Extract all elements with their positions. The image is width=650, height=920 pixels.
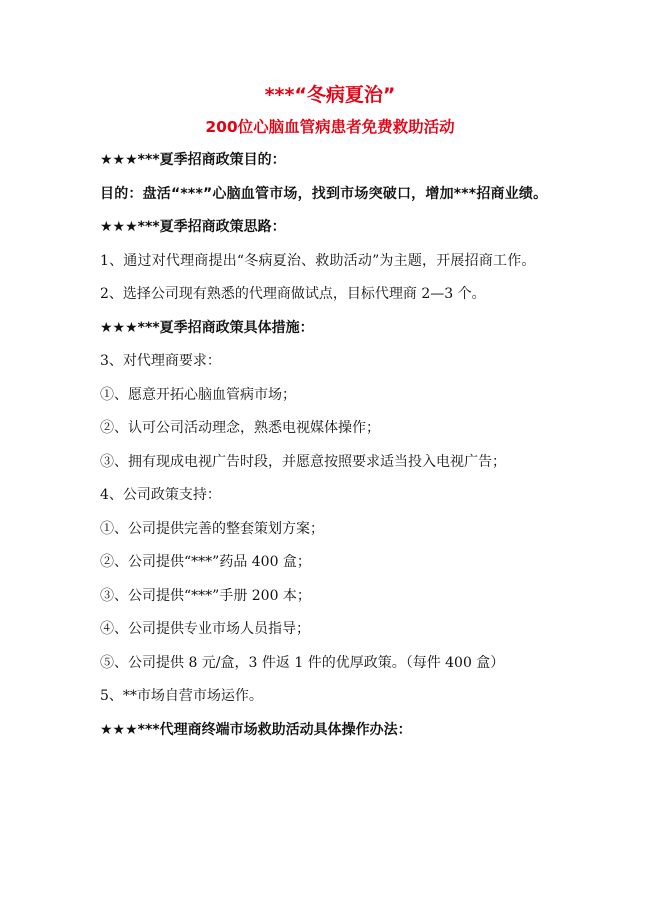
section-heading-operation: ★★★***代理商终端市场救助活动具体操作办法： <box>100 721 412 738</box>
section-heading-purpose: ★★★***夏季招商政策目的： <box>100 152 286 168</box>
measures-item-3: 3、对代理商要求： <box>100 353 221 369</box>
measures-item-4: 4、公司政策支持： <box>100 487 221 503</box>
section-heading-measures: ★★★***夏季招商政策具体措施： <box>100 319 314 336</box>
support-item-2: ②、公司提供“***”药品 400 盒； <box>100 554 311 570</box>
approach-item-2: 2、选择公司现有熟悉的代理商做试点，目标代理商 2—3 个。 <box>100 286 486 302</box>
requirement-item-1: ①、愿意开拓心脑血管病市场； <box>100 386 296 403</box>
support-item-3: ③、公司提供“***”手册 200 本； <box>100 587 311 604</box>
requirement-item-2: ②、认可公司活动理念，熟悉电视媒体操作； <box>100 420 380 436</box>
requirement-item-3: ③、拥有现成电视广告时段，并愿意按照要求适当投入电视广告； <box>100 453 506 470</box>
section-heading-approach: ★★★***夏季招商政策思路： <box>100 219 286 235</box>
support-item-4: ④、公司提供专业市场人员指导； <box>100 621 310 637</box>
purpose-text: 目的：盘活“***”心脑血管市场，找到市场突破口，增加***招商业绩。 <box>100 185 548 202</box>
support-item-1: ①、公司提供完善的整套策划方案； <box>100 520 324 537</box>
approach-item-1: 1、通过对代理商提出“冬病夏治、救助活动”为主题，开展招商工作。 <box>100 252 536 269</box>
measures-item-5: 5、**市场自营市场运作。 <box>100 688 263 704</box>
document-page <box>100 78 560 747</box>
document-title: ***“冬病夏治” <box>264 84 396 106</box>
document-subtitle: 200位心脑血管病患者免费救助活动 <box>205 118 455 136</box>
support-item-5: ⑤、公司提供 8 元/盒，3 件返 1 件的优厚政策。（每件 400 盒） <box>100 654 505 671</box>
